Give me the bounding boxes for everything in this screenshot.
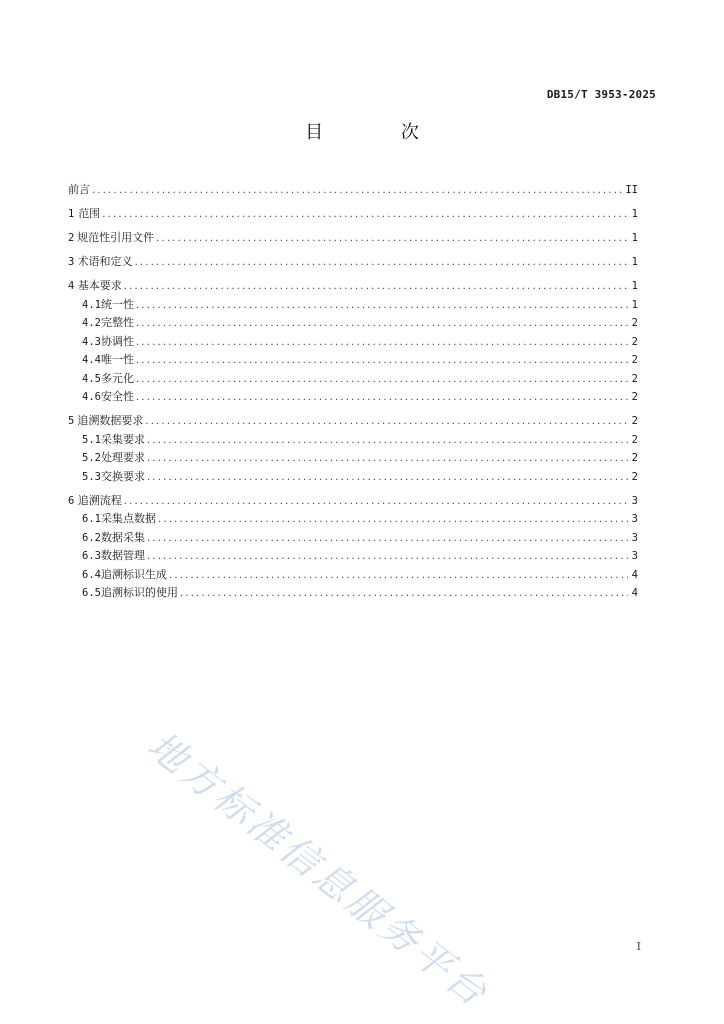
toc-entry-number: 4.4 — [82, 354, 101, 366]
toc-entry[interactable] — [68, 229, 638, 248]
toc-leader-dots — [145, 413, 628, 432]
toc-entry-number: 2 — [68, 232, 75, 244]
toc-entry-number: 5 — [68, 415, 75, 427]
toc-leader-dots — [136, 334, 628, 353]
toc-entry-number: 3 — [68, 256, 75, 268]
toc-entry-label: 术语和定义 — [77, 255, 133, 268]
toc-entry-label: 处理要求 — [100, 451, 145, 464]
toc-entry-page: 3 — [631, 550, 638, 562]
toc-entry-label: 范围 — [78, 207, 101, 220]
toc-entry-label: 追溯标识的使用 — [100, 586, 178, 599]
page-number: I — [636, 940, 641, 953]
toc-leader-dots — [180, 585, 628, 604]
toc-entry-number: 5.2 — [82, 452, 101, 464]
toc-entry-label: 规范性引用文件 — [77, 231, 155, 244]
toc-leader-dots — [92, 182, 623, 201]
toc-entry-label: 采集点数据 — [100, 512, 156, 525]
toc-leader-dots — [156, 230, 628, 249]
toc-leader-dots — [136, 371, 628, 390]
toc-entry[interactable] — [68, 253, 638, 272]
toc-entry-page: 1 — [631, 256, 638, 268]
toc-entry-number: 6 — [68, 494, 75, 507]
toc-entry-label: 完整性 — [100, 316, 134, 329]
toc-entry-page: 1 — [631, 280, 638, 292]
toc-entry-page: II — [625, 184, 638, 196]
toc-entry-number: 6.5 — [82, 587, 101, 599]
toc-entry[interactable] — [68, 333, 638, 352]
toc-leader-dots — [124, 278, 628, 297]
toc-entry-number: 4.3 — [82, 335, 101, 348]
toc-entry[interactable] — [68, 181, 638, 200]
toc-entry-number: 6.3 — [82, 550, 101, 562]
toc-entry[interactable] — [68, 205, 638, 224]
toc-entry[interactable] — [68, 431, 638, 450]
toc-entry-label: 数据管理 — [100, 549, 145, 562]
toc-entry[interactable] — [68, 468, 638, 487]
toc-entry[interactable] — [68, 584, 638, 603]
toc-entry-label: 交换要求 — [100, 469, 145, 483]
toc-leader-dots — [147, 548, 628, 567]
toc-leader-dots — [136, 315, 628, 334]
toc-entry-page: 2 — [631, 415, 638, 427]
toc-leader-dots — [136, 389, 628, 408]
toc-leader-dots — [124, 493, 628, 512]
table-of-contents — [68, 181, 638, 603]
toc-leader-dots — [147, 450, 628, 469]
toc-entry-page: 1 — [631, 232, 638, 244]
toc-entry-label: 安全性 — [100, 390, 134, 403]
toc-title: 目 次 — [305, 122, 455, 143]
toc-entry-page: 2 — [631, 433, 638, 446]
toc-entry-number: 5.1 — [82, 433, 101, 446]
toc-entry-page: 4 — [631, 568, 638, 581]
toc-leader-dots — [147, 432, 628, 451]
toc-entry-number: 4.6 — [82, 391, 101, 403]
toc-entry-number: 4.5 — [82, 372, 101, 385]
toc-entry-label: 采集要求 — [100, 432, 145, 446]
document-number: DB15/T 3953-2025 — [546, 88, 656, 101]
toc-entry-page: 3 — [631, 513, 638, 525]
toc-entry[interactable] — [68, 351, 638, 370]
toc-entry-label: 追溯标识生成 — [100, 567, 167, 581]
toc-entry[interactable] — [68, 547, 638, 566]
toc-entry-label: 统一性 — [100, 297, 134, 311]
toc-entry-number: 4.2 — [82, 317, 101, 329]
toc-entry-number: 6.4 — [82, 568, 101, 581]
toc-entry-number: 6.2 — [82, 531, 101, 544]
toc-entry-label: 协调性 — [100, 334, 134, 348]
toc-leader-dots — [136, 297, 628, 316]
toc-entry-number: 4 — [68, 280, 75, 292]
toc-entry-page: 2 — [631, 354, 638, 366]
toc-leader-dots — [147, 530, 628, 549]
toc-entry-number: 5.3 — [82, 470, 101, 483]
toc-entry[interactable] — [68, 566, 638, 585]
toc-entry[interactable] — [68, 370, 638, 389]
toc-entry-page: 4 — [631, 587, 638, 599]
watermark: 地方标准信息服务平台 — [139, 723, 498, 1017]
toc-entry-page: 2 — [631, 372, 638, 385]
toc-entry[interactable] — [68, 296, 638, 315]
toc-entry[interactable] — [68, 314, 638, 333]
toc-entry[interactable] — [68, 412, 638, 431]
toc-entry[interactable] — [68, 510, 638, 529]
toc-leader-dots — [169, 567, 628, 586]
toc-entry-number: 6.1 — [82, 513, 101, 525]
toc-entry-label: 多元化 — [100, 371, 134, 385]
toc-entry[interactable] — [68, 529, 638, 548]
toc-entry-label: 前言 — [68, 183, 90, 196]
toc-entry[interactable] — [68, 449, 638, 468]
toc-entry-page: 2 — [631, 335, 638, 348]
toc-entry[interactable] — [68, 492, 638, 511]
toc-entry-number: 1 — [68, 208, 75, 220]
toc-leader-dots — [135, 254, 628, 273]
toc-entry[interactable] — [68, 277, 638, 296]
toc-entry[interactable] — [68, 388, 638, 407]
toc-entry-page: 3 — [631, 531, 638, 544]
toc-entry-page: 2 — [631, 452, 638, 464]
toc-entry-label: 追溯数据要求 — [77, 414, 144, 427]
toc-entry-label: 唯一性 — [100, 353, 134, 366]
toc-leader-dots — [136, 352, 628, 371]
toc-entry-label: 数据采集 — [100, 530, 145, 544]
toc-entry-page: 2 — [631, 391, 638, 403]
toc-entry-label: 追溯流程 — [77, 493, 122, 507]
toc-entry-page: 3 — [631, 494, 638, 507]
toc-leader-dots — [147, 469, 628, 488]
toc-leader-dots — [158, 511, 628, 530]
toc-entry-page: 2 — [631, 317, 638, 329]
toc-entry-page: 2 — [631, 470, 638, 483]
toc-entry-page: 1 — [631, 208, 638, 220]
toc-leader-dots — [102, 206, 628, 225]
toc-entry-label: 基本要求 — [77, 279, 122, 292]
toc-entry-page: 1 — [631, 298, 638, 311]
toc-entry-number: 4.1 — [82, 298, 101, 311]
